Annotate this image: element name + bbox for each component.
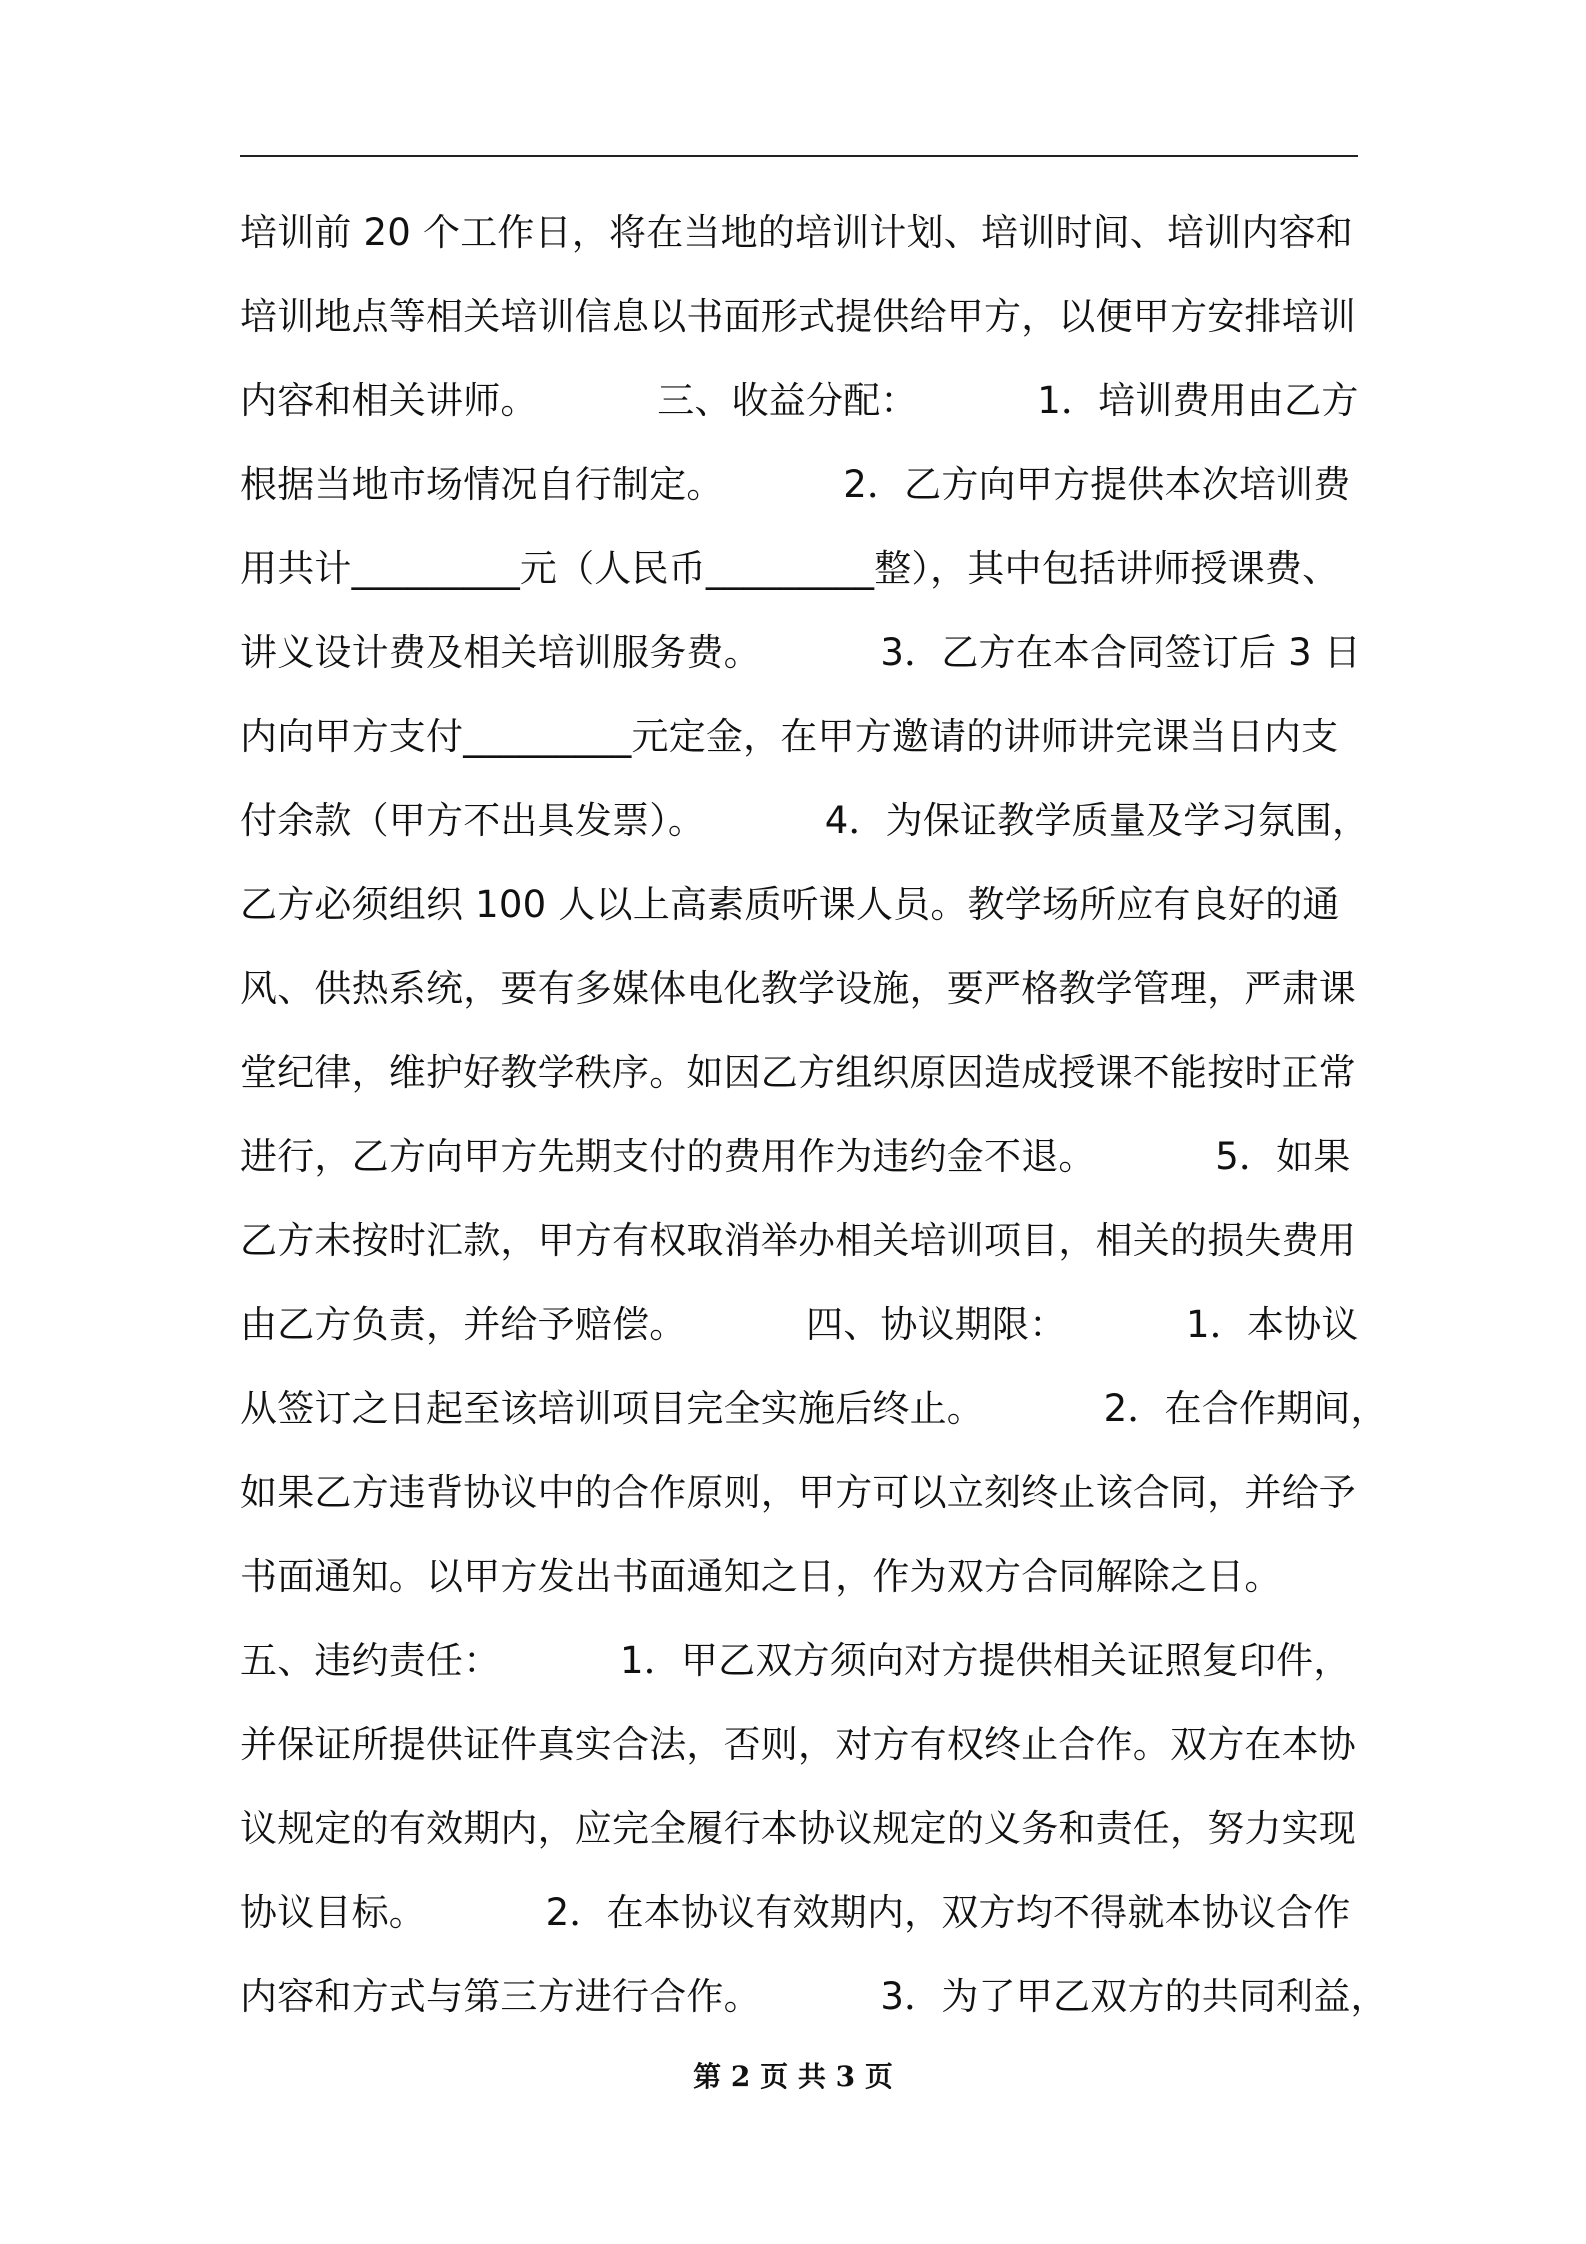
text-line-12: 进行，乙方向甲方先期支付的费用作为违约金不退。 5．如果 [240, 1135, 1351, 1178]
text-line-15: 从签订之日起至该培训项目完全实施后终止。 2．在合作期间， [240, 1387, 1388, 1430]
text-line-14: 由乙方负责，并给予赔偿。 四、协议期限： 1．本协议 [240, 1303, 1359, 1346]
text-line-4: 根据当地市场情况自行制定。 2．乙方向甲方提供本次培训费 [240, 463, 1351, 506]
text-line-11: 堂纪律，维护好教学秩序。如因乙方组织原因造成授课不能按时正常 [240, 1051, 1356, 1094]
text-line-1: 培训前 20 个工作日，将在当地的培训计划、培训时间、培训内容和 [240, 211, 1354, 254]
text-line-16: 如果乙方违背协议中的合作原则，甲方可以立刻终止该合同，并给予 [240, 1471, 1356, 1514]
text-line-2: 培训地点等相关培训信息以书面形式提供给甲方，以便甲方安排培训 [240, 295, 1356, 338]
text-line-6: 讲义设计费及相关培训服务费。 3．乙方在本合同签订后 3 日 [240, 631, 1362, 674]
text-line-19: 并保证所提供证件真实合法，否则，对方有权终止合作。双方在本协 [240, 1723, 1356, 1766]
text-line-9: 乙方必须组织 100 人以上高素质听课人员。教学场所应有良好的通 [240, 883, 1340, 926]
text-line-5: 用共计_________元（人民币_________整），其中包括讲师授课费、 [240, 547, 1340, 590]
text-line-20: 议规定的有效期内，应完全履行本协议规定的义务和责任，努力实现 [240, 1807, 1356, 1850]
text-line-21: 协议目标。 2．在本协议有效期内，双方均不得就本协议合作 [240, 1891, 1351, 1934]
header-rule [240, 155, 1358, 157]
page-number-footer: 第 2 页 共 3 页 [693, 2060, 893, 2093]
text-line-22: 内容和方式与第三方进行合作。 3．为了甲乙双方的共同利益， [240, 1975, 1388, 2018]
document-body [240, 200, 1388, 2048]
text-line-10: 风、供热系统，要有多媒体电化教学设施，要严格教学管理，严肃课 [240, 967, 1356, 1010]
text-line-3: 内容和相关讲师。 三、收益分配： 1．培训费用由乙方 [240, 379, 1359, 422]
text-line-17: 书面通知。以甲方发出书面通知之日，作为双方合同解除之日。 [240, 1555, 1282, 1598]
text-line-18: 五、违约责任： 1．甲乙双方须向对方提供相关证照复印件， [240, 1639, 1351, 1682]
text-line-8: 付余款（甲方不出具发票）。 4．为保证教学质量及学习氛围， [240, 799, 1370, 842]
text-line-13: 乙方未按时汇款，甲方有权取消举办相关培训项目，相关的损失费用 [240, 1219, 1356, 1262]
text-line-7: 内向甲方支付_________元定金，在甲方邀请的讲师讲完课当日内支 [240, 715, 1339, 758]
